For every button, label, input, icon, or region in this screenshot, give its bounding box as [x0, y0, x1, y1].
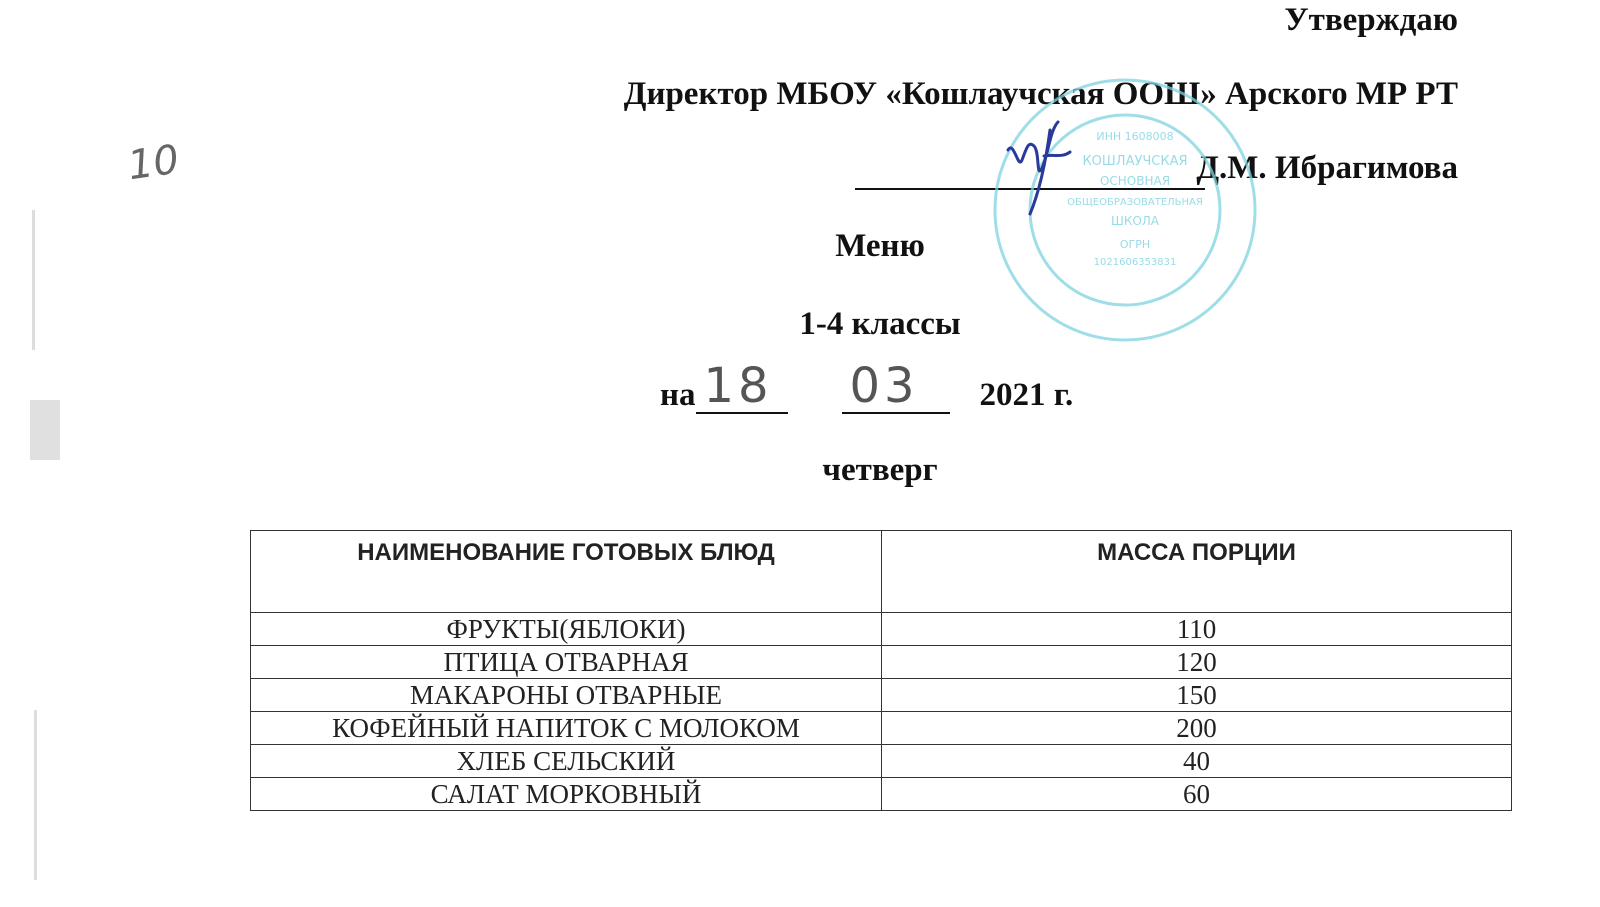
- handwritten-month: 03: [849, 358, 919, 414]
- approval-label: Утверждаю: [1284, 2, 1458, 38]
- menu-table: [250, 530, 1512, 811]
- table-header-row: [251, 531, 1512, 613]
- director-title: Директор МБОУ «Кошлаучская ООШ» Арского МР РТ: [623, 76, 1458, 112]
- handwritten-page-number: 10: [125, 136, 182, 190]
- year-label: 2021 г.: [979, 377, 1074, 413]
- date-row: [660, 358, 1074, 414]
- table-row: [251, 646, 1512, 679]
- table-row: [251, 679, 1512, 712]
- director-signature: [1000, 110, 1080, 220]
- dish-name: ФРУКТЫ(ЯБЛОКИ): [251, 613, 882, 646]
- portion-mass: 120: [882, 646, 1512, 679]
- dish-name: ХЛЕБ СЕЛЬСКИЙ: [251, 745, 882, 778]
- portion-mass: 110: [882, 613, 1512, 646]
- stamp-line-4: ОБЩЕОБРАЗОВАТЕЛЬНАЯ: [1067, 197, 1203, 208]
- dish-name: ПТИЦА ОТВАРНАЯ: [251, 646, 882, 679]
- stamp-line-3: ОСНОВНАЯ: [1099, 174, 1171, 188]
- portion-mass-header: МАССА ПОРЦИИ: [882, 531, 1512, 613]
- table-row: [251, 745, 1512, 778]
- portion-mass: 60: [882, 778, 1512, 811]
- stamp-line-2: КОШЛАУЧСКАЯ: [1082, 154, 1188, 169]
- classes-label: 1-4 классы: [799, 306, 961, 342]
- month-blank: [842, 358, 950, 414]
- menu-title: Меню: [835, 228, 925, 264]
- stamp-line-6: ОГРН: [1119, 238, 1151, 251]
- handwritten-day: 18: [703, 358, 773, 414]
- dish-name: МАКАРОНЫ ОТВАРНЫЕ: [251, 679, 882, 712]
- signatory-name: Д.М. Ибрагимова: [1196, 150, 1458, 186]
- dish-name: САЛАТ МОРКОВНЫЙ: [251, 778, 882, 811]
- table-row: [251, 778, 1512, 811]
- dish-name-header: НАИМЕНОВАНИЕ ГОТОВЫХ БЛЮД: [251, 531, 882, 613]
- table-row: [251, 613, 1512, 646]
- stamp-line-5: ШКОЛА: [1110, 214, 1160, 228]
- day-blank: [696, 358, 788, 414]
- portion-mass: 150: [882, 679, 1512, 712]
- dish-name: КОФЕЙНЫЙ НАПИТОК С МОЛОКОМ: [251, 712, 882, 745]
- table-row: [251, 712, 1512, 745]
- date-prefix: на: [660, 377, 696, 413]
- stamp-line-1: ИНН 1608008: [1096, 130, 1174, 143]
- weekday-label: четверг: [822, 452, 938, 488]
- stamp-line-7: 1021606353831: [1093, 257, 1177, 268]
- portion-mass: 200: [882, 712, 1512, 745]
- portion-mass: 40: [882, 745, 1512, 778]
